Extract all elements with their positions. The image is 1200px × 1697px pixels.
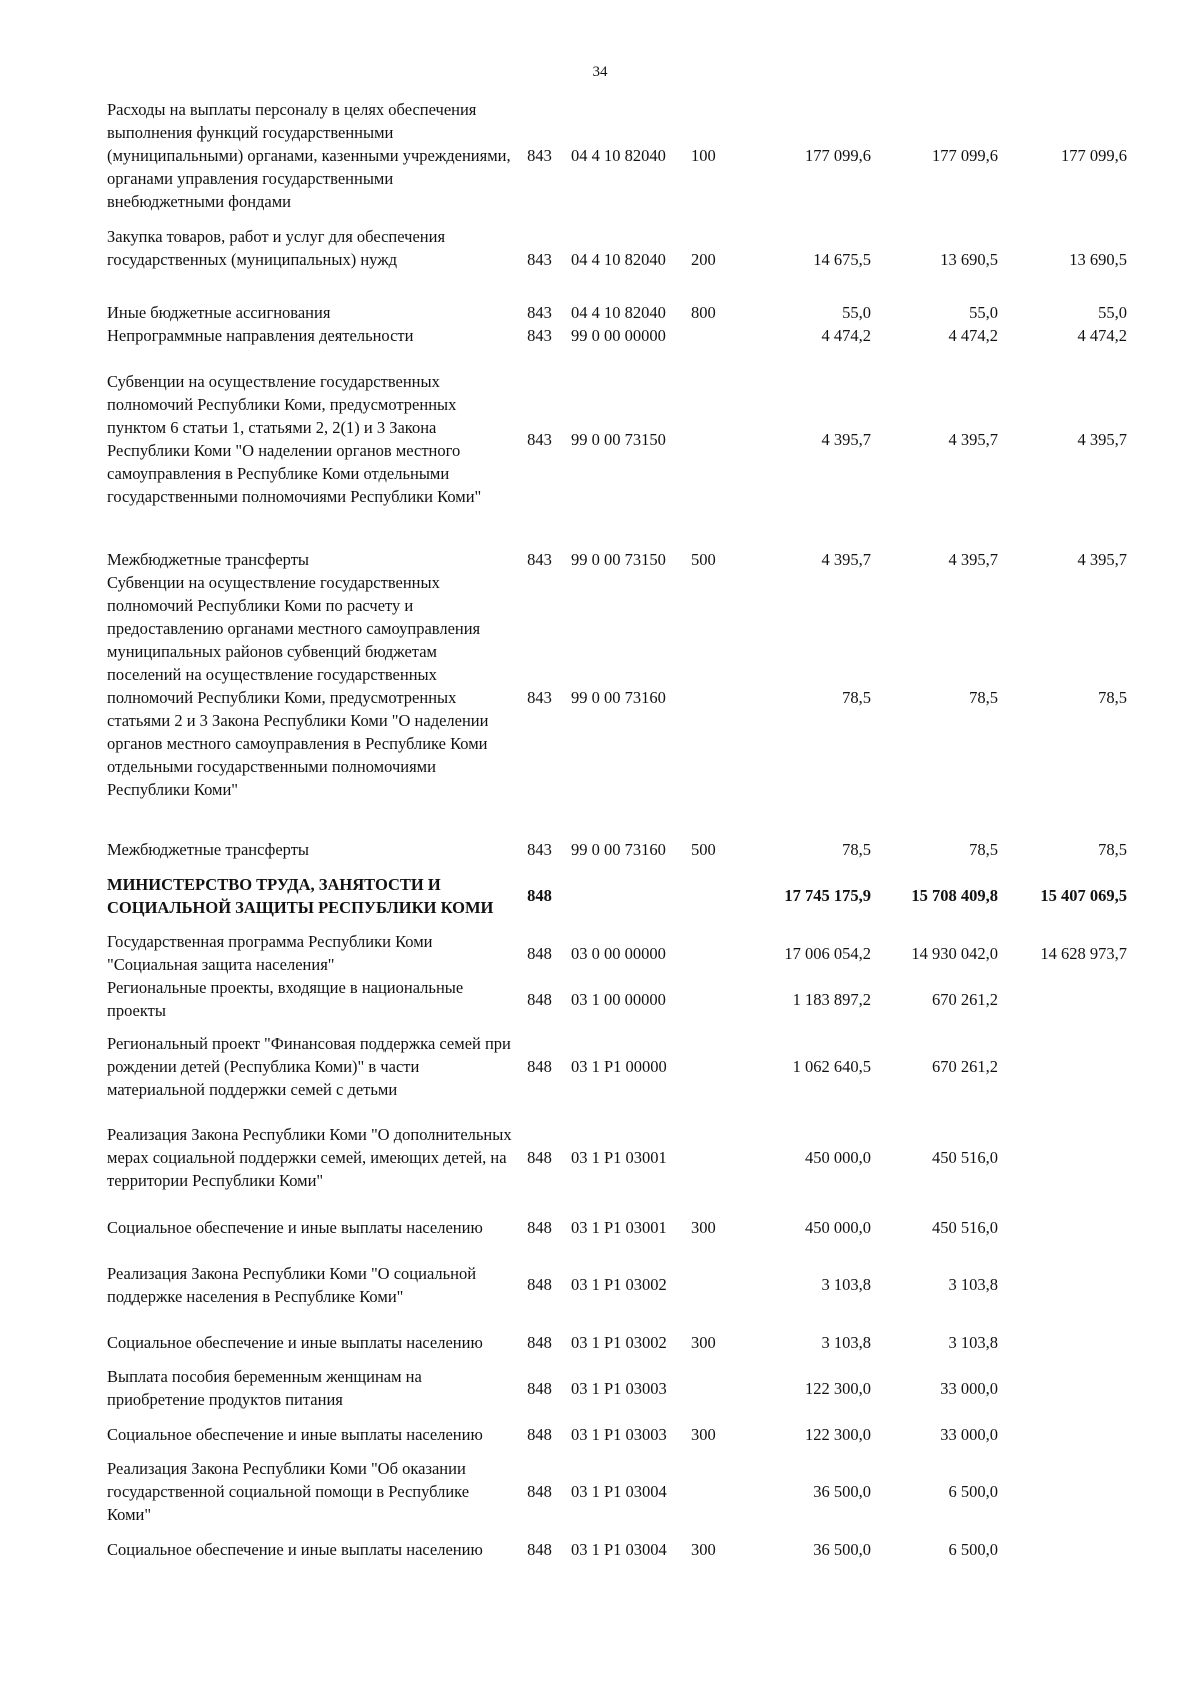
row-vr: 300 (691, 1539, 716, 1559)
row-csr: 03 1 P1 03004 (571, 1482, 667, 1501)
row-value-3 (998, 976, 1127, 1022)
row-value-1: 122 300,0 (805, 1378, 871, 1398)
table-row (107, 98, 1127, 213)
row-value-1: 3 103,8 (821, 1332, 871, 1352)
row-value-2: 15 708 409,8 (911, 886, 998, 905)
row-csr: 99 0 00 73150 (571, 550, 666, 569)
row-value-1: 78,5 (842, 840, 871, 859)
row-name: Закупка товаров, работ и услуг для обеспечения государственных (муниципальных) нужд (107, 227, 446, 269)
row-value-1: 1 062 640,5 (792, 1056, 871, 1076)
row-code: 843 (527, 326, 552, 345)
row-value-3: 55,0 (1098, 303, 1127, 322)
row-value-1: 17 006 054,2 (784, 943, 871, 963)
table-row (107, 279, 1127, 324)
row-value-3 (998, 1411, 1127, 1457)
row-value-3: 13 690,5 (1069, 250, 1127, 269)
row-value-2: 78,5 (969, 840, 998, 859)
row-value-2: 78,5 (969, 687, 998, 707)
table-row (107, 324, 1127, 347)
row-code: 848 (527, 886, 552, 905)
row-name: МИНИСТЕРСТВО ТРУДА, ЗАНЯТОСТИ И СОЦИАЛЬНОЙ ЗАЩИТЫ РЕСПУБЛИКИ КОМИ (107, 874, 494, 917)
row-vr (691, 1110, 746, 1204)
row-csr: 04 4 10 82040 (571, 146, 666, 165)
row-code: 848 (527, 1217, 552, 1237)
row-value-1: 36 500,0 (813, 1539, 871, 1559)
row-csr: 04 4 10 82040 (571, 250, 666, 269)
row-value-2: 4 395,7 (948, 429, 998, 449)
row-name: Социальное обеспечение и иные выплаты населению (107, 1332, 483, 1352)
row-name: Межбюджетные трансферты (107, 550, 310, 569)
row-value-3 (998, 1319, 1127, 1365)
budget-table (107, 98, 1127, 1572)
table-row (107, 1204, 1127, 1250)
row-value-2: 6 500,0 (948, 1539, 998, 1559)
row-name: Региональные проекты, входящие в национальные проекты (107, 978, 464, 1020)
row-value-2: 4 474,2 (948, 326, 998, 345)
row-name: Государственная программа Республики Коми "Социальная защита населения" (107, 932, 433, 974)
row-vr: 300 (691, 1217, 716, 1237)
table-row (107, 861, 1127, 930)
row-code: 848 (527, 1056, 552, 1076)
row-name: Реализация Закона Республики Коми "О социальной поддержке населения в Республике Коми" (107, 1263, 477, 1306)
row-vr (691, 571, 746, 823)
row-value-2: 4 395,7 (948, 550, 998, 569)
row-name: Выплата пособия беременным женщинам на приобретение продуктов питания (107, 1367, 422, 1409)
table-row (107, 1411, 1127, 1457)
row-value-1: 3 103,8 (821, 1275, 871, 1294)
page-number: 34 (592, 64, 608, 80)
row-code: 843 (527, 840, 552, 859)
row-name: Непрограммные направления деятельности (107, 326, 414, 345)
row-vr: 800 (691, 303, 716, 322)
row-csr: 03 1 P1 03004 (571, 1539, 667, 1559)
row-code: 843 (527, 146, 552, 165)
row-value-3: 177 099,6 (1061, 146, 1127, 165)
row-vr: 300 (691, 1424, 716, 1444)
row-value-3 (998, 1250, 1127, 1319)
table-row (107, 1022, 1127, 1110)
row-vr: 300 (691, 1332, 716, 1352)
row-csr: 99 0 00 73160 (571, 687, 666, 707)
row-value-2: 450 516,0 (932, 1217, 998, 1237)
row-code: 848 (527, 1275, 552, 1294)
row-value-3: 4 395,7 (1077, 550, 1127, 569)
row-csr (567, 861, 691, 930)
row-vr (691, 1457, 746, 1526)
row-vr (691, 1250, 746, 1319)
table-row (107, 1250, 1127, 1319)
row-value-2: 14 930 042,0 (911, 943, 998, 963)
row-code: 848 (527, 1482, 552, 1501)
row-name: Расходы на выплаты персоналу в целях обеспечения выполнения функций государственными (муниципальными) органами, казенными учреждениями, органами управления государственными внебюджетными фондами (107, 100, 511, 211)
row-value-3: 4 474,2 (1077, 326, 1127, 345)
row-value-3: 14 628 973,7 (1040, 943, 1127, 963)
row-name: Социальное обеспечение и иные выплаты населению (107, 1217, 483, 1237)
row-code: 848 (527, 1147, 552, 1167)
row-value-2: 450 516,0 (932, 1147, 998, 1167)
row-csr: 03 1 00 00000 (571, 989, 666, 1009)
row-code: 843 (527, 687, 552, 707)
table-row (107, 531, 1127, 571)
row-value-3 (998, 1365, 1127, 1411)
row-code: 848 (527, 943, 552, 963)
row-value-2: 33 000,0 (940, 1424, 998, 1444)
row-value-1: 17 745 175,9 (784, 886, 871, 905)
row-value-3: 15 407 069,5 (1040, 886, 1127, 905)
table-row (107, 823, 1127, 861)
table-row (107, 976, 1127, 1022)
row-csr: 99 0 00 73160 (571, 840, 666, 859)
row-vr (691, 930, 746, 976)
row-code: 848 (527, 1424, 552, 1444)
row-value-3 (998, 1526, 1127, 1572)
table-row (107, 1365, 1127, 1411)
row-name: Субвенции на осуществление государственных полномочий Республики Коми по расчету и предоставлению органами местного самоуправления муниципальных районов субвенций бюджетам поселений на осуществление государственных полномочий Республики Коми, предусмотренных статьями 2 и 3 Закона Республики Коми "О наделении органов местного самоуправления в Республике Коми отдельными государственными полномочиями Республики Коми" (107, 573, 489, 799)
row-code: 843 (527, 429, 552, 449)
row-csr: 99 0 00 73150 (571, 429, 666, 449)
row-value-1: 1 183 897,2 (792, 989, 871, 1009)
row-name: Социальное обеспечение и иные выплаты населению (107, 1539, 483, 1559)
row-value-1: 450 000,0 (805, 1147, 871, 1167)
row-value-2: 3 103,8 (948, 1332, 998, 1352)
row-vr (691, 324, 746, 347)
row-name: Социальное обеспечение и иные выплаты населению (107, 1424, 483, 1444)
row-value-1: 177 099,6 (805, 146, 871, 165)
row-name: Иные бюджетные ассигнования (107, 303, 331, 322)
row-vr (691, 347, 746, 531)
row-value-3: 4 395,7 (1077, 429, 1127, 449)
row-csr: 03 0 00 00000 (571, 943, 666, 963)
row-vr (691, 861, 746, 930)
row-value-2: 6 500,0 (948, 1482, 998, 1501)
row-value-3 (998, 1457, 1127, 1526)
row-value-1: 4 395,7 (821, 550, 871, 569)
row-value-1: 14 675,5 (813, 250, 871, 269)
row-name: Субвенции на осуществление государственных полномочий Республики Коми, предусмотренных пунктом 6 статьи 1, статьями 2, 2(1) и 3 Закона Республики Коми "О наделении органов местного самоуправления в Республике Коми отдельными государственными полномочиями Республики Коми" (107, 372, 482, 506)
row-code: 848 (527, 1332, 552, 1352)
row-value-2: 177 099,6 (932, 146, 998, 165)
row-csr: 99 0 00 00000 (571, 326, 666, 345)
row-csr: 03 1 P1 00000 (571, 1056, 667, 1076)
row-vr: 500 (691, 840, 716, 859)
row-value-2: 670 261,2 (932, 989, 998, 1009)
row-csr: 03 1 P1 03001 (571, 1147, 667, 1167)
table-row (107, 347, 1127, 531)
table-row (107, 571, 1127, 823)
row-value-1: 122 300,0 (805, 1424, 871, 1444)
row-code: 843 (527, 250, 552, 269)
row-value-1: 36 500,0 (813, 1482, 871, 1501)
row-value-3 (998, 1110, 1127, 1204)
row-value-1: 4 395,7 (821, 429, 871, 449)
row-value-2: 670 261,2 (932, 1056, 998, 1076)
row-value-2: 13 690,5 (940, 250, 998, 269)
row-csr: 03 1 P1 03003 (571, 1378, 667, 1398)
row-value-1: 55,0 (842, 303, 871, 322)
table-row (107, 1319, 1127, 1365)
row-code: 848 (527, 989, 552, 1009)
row-csr: 03 1 P1 03003 (571, 1424, 667, 1444)
row-csr: 03 1 P1 03001 (571, 1217, 667, 1237)
row-value-3: 78,5 (1098, 840, 1127, 859)
row-csr: 04 4 10 82040 (571, 303, 666, 322)
row-value-1: 450 000,0 (805, 1217, 871, 1237)
row-code: 843 (527, 550, 552, 569)
row-name: Реализация Закона Республики Коми "О дополнительных мерах социальной поддержки семей, имеющих детей, на территории Республики Коми" (107, 1124, 512, 1190)
table-row (107, 1526, 1127, 1572)
row-vr: 200 (691, 250, 716, 269)
table-row (107, 1110, 1127, 1204)
row-name: Межбюджетные трансферты (107, 840, 310, 859)
table-row (107, 1457, 1127, 1526)
row-code: 843 (527, 303, 552, 322)
row-name: Реализация Закона Республики Коми "Об оказании государственной социальной помощи в Республике Коми" (107, 1459, 470, 1524)
row-vr (691, 1022, 746, 1110)
row-vr: 100 (691, 146, 716, 165)
row-code: 848 (527, 1378, 552, 1398)
row-code: 848 (527, 1539, 552, 1559)
row-vr: 500 (691, 550, 716, 569)
row-value-3 (998, 1022, 1127, 1110)
row-value-2: 3 103,8 (948, 1275, 998, 1294)
row-value-3: 78,5 (1098, 687, 1127, 707)
table-row (107, 930, 1127, 976)
row-value-2: 55,0 (969, 303, 998, 322)
row-name: Региональный проект "Финансовая поддержка семей при рождении детей (Республика Коми)" в части материальной поддержки семей с детьми (107, 1033, 511, 1099)
row-value-1: 4 474,2 (821, 326, 871, 345)
row-value-1: 78,5 (842, 687, 871, 707)
row-value-3 (998, 1204, 1127, 1250)
row-csr: 03 1 P1 03002 (571, 1275, 667, 1294)
table-row (107, 213, 1127, 279)
row-value-2: 33 000,0 (940, 1378, 998, 1398)
row-vr (691, 976, 746, 1022)
row-vr (691, 1365, 746, 1411)
row-csr: 03 1 P1 03002 (571, 1332, 667, 1352)
